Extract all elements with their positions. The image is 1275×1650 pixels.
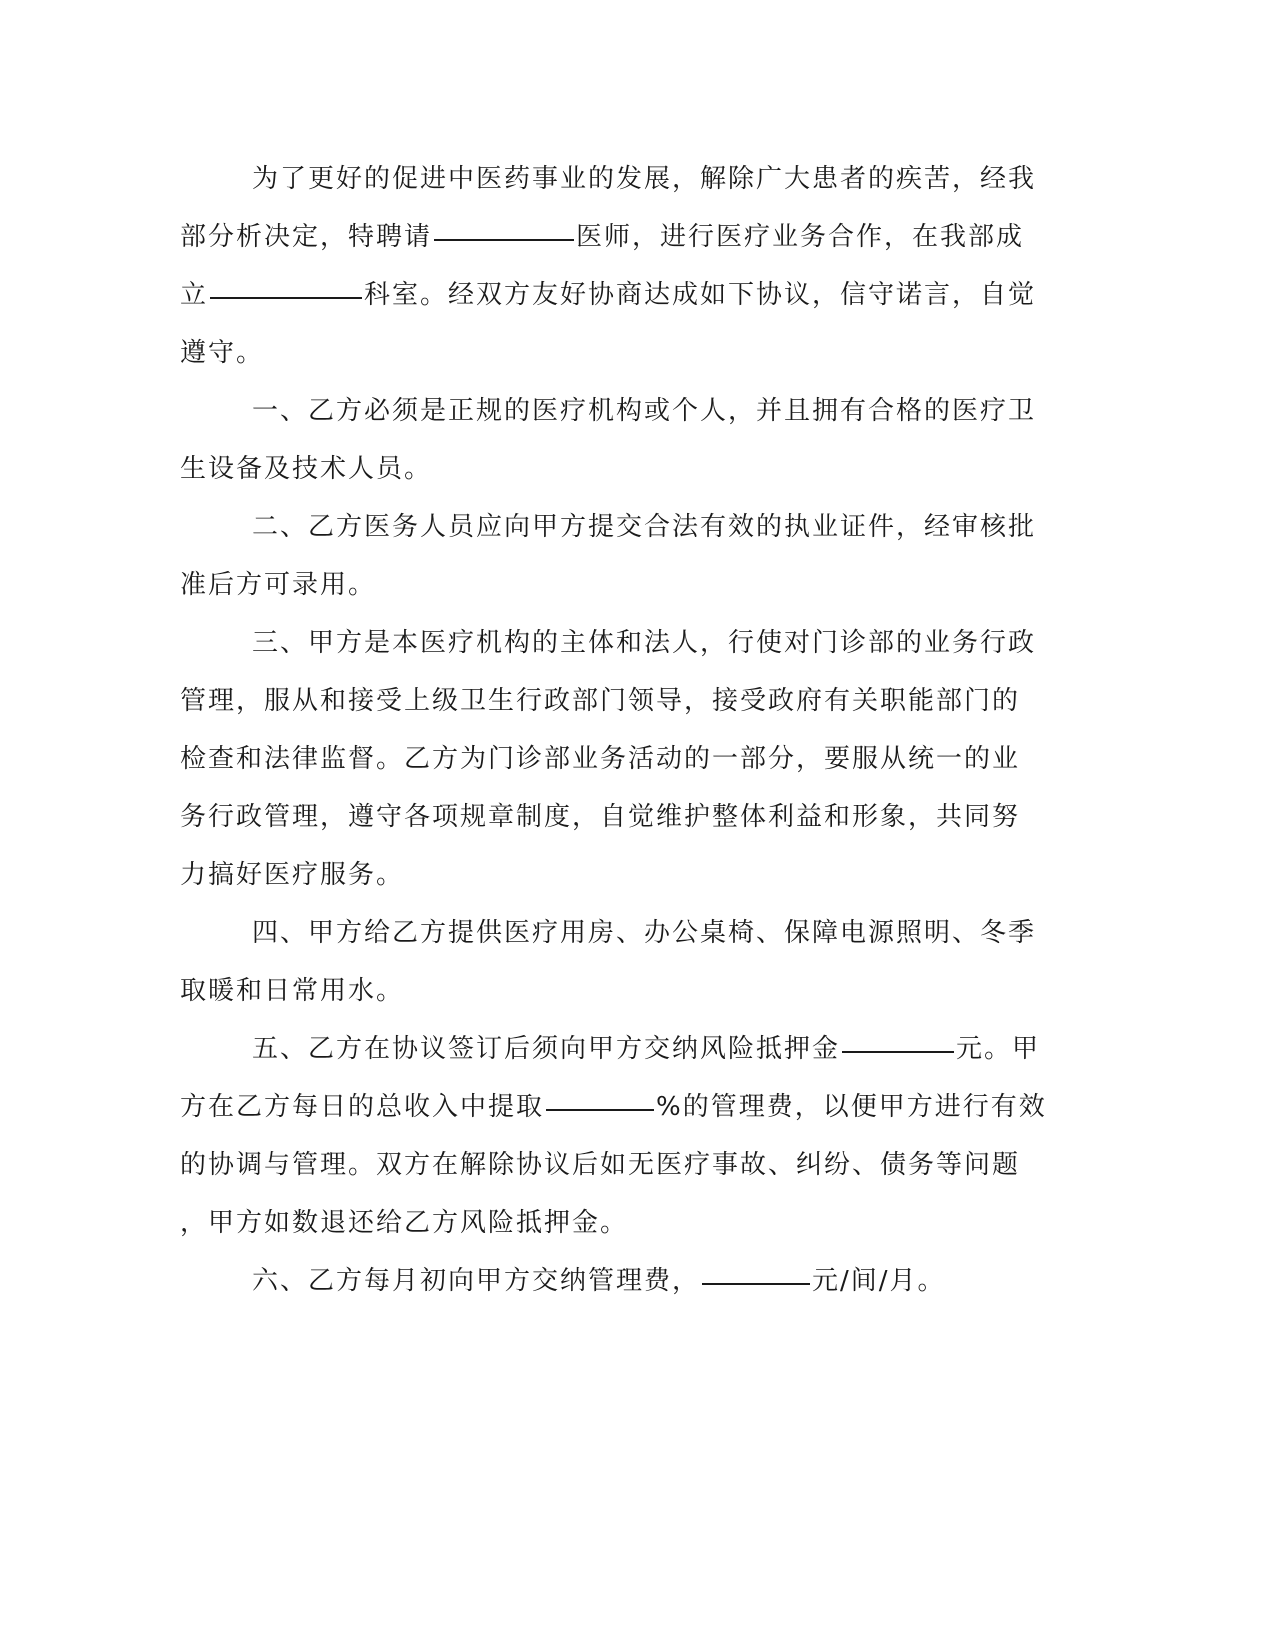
clause-1-text-2: 生设备及技术人员。 [180, 454, 433, 484]
intro-text-1: 为了更好的促进中医药事业的发展，解除广大患者的疾苦，经我 [252, 164, 1037, 194]
intro-text-4: 遵守。 [180, 338, 265, 368]
clause-4-text-2: 取暖和日常用水。 [180, 976, 405, 1006]
clause-5-line-4 [180, 1194, 1040, 1252]
clause-5-line-3 [180, 1136, 1040, 1194]
clause-2-text-2: 准后方可录用。 [180, 570, 377, 600]
clause-3-text-4: 务行政管理，遵守各项规章制度，自觉维护整体利益和形象，共同努 [180, 802, 1021, 832]
intro-text-2a: 部分析决定，特聘请 [180, 222, 433, 252]
clause-5-text-2b: %的管理费，以便甲方进行有效 [656, 1092, 1047, 1122]
clause-3-text-1: 三、甲方是本医疗机构的主体和法人，行使对门诊部的业务行政 [252, 628, 1037, 658]
intro-line-2 [180, 208, 1040, 266]
clause-6-text-1b: 元/间/月。 [812, 1266, 946, 1296]
clause-3-line-3 [180, 730, 1040, 788]
intro-line-1 [180, 150, 1040, 208]
intro-text-3b: 科室。经双方友好协商达成如下协议，信守诺言，自觉 [364, 280, 1037, 310]
clause-3-text-5: 力搞好医疗服务。 [180, 860, 405, 890]
clause-6-line-1 [180, 1252, 1040, 1310]
intro-text-3a: 立 [180, 280, 209, 310]
clause-5-text-4: ，甲方如数退还给乙方风险抵押金。 [180, 1208, 629, 1238]
clause-3-line-2 [180, 672, 1040, 730]
fee-percent-blank[interactable] [546, 1079, 654, 1111]
department-name-blank[interactable] [210, 267, 362, 299]
clause-1-line-2 [180, 440, 1040, 498]
clause-5-line-2 [180, 1078, 1047, 1136]
monthly-fee-blank[interactable] [702, 1253, 810, 1285]
clause-1-line-1 [180, 382, 1040, 440]
clause-3-line-1 [180, 614, 1040, 672]
clause-4-text-1: 四、甲方给乙方提供医疗用房、办公桌椅、保障电源照明、冬季 [252, 918, 1037, 948]
clause-3-text-2: 管理，服从和接受上级卫生行政部门领导，接受政府有关职能部门的 [180, 686, 1021, 716]
clause-3-text-3: 检查和法律监督。乙方为门诊部业务活动的一部分，要服从统一的业 [180, 744, 1021, 774]
clause-4-line-2 [180, 962, 1040, 1020]
clause-2-text-1: 二、乙方医务人员应向甲方提交合法有效的执业证件，经审核批 [252, 512, 1037, 542]
clause-6-text-1a: 六、乙方每月初向甲方交纳管理费， [252, 1266, 701, 1296]
agreement-body [180, 150, 1047, 1310]
clause-2-line-1 [180, 498, 1040, 556]
intro-line-3 [180, 266, 1040, 324]
clause-5-line-1 [180, 1020, 1040, 1078]
clause-3-line-4 [180, 788, 1040, 846]
intro-text-2b: 医师，进行医疗业务合作，在我部成 [576, 222, 1025, 252]
clause-1-text-1: 一、乙方必须是正规的医疗机构或个人，并且拥有合格的医疗卫 [252, 396, 1037, 426]
doctor-name-blank[interactable] [434, 209, 574, 241]
clause-4-line-1 [180, 904, 1040, 962]
clause-5-text-1b: 元。甲 [956, 1034, 1041, 1064]
clause-2-line-2 [180, 556, 1040, 614]
deposit-amount-blank[interactable] [842, 1021, 954, 1053]
clause-3-line-5 [180, 846, 1040, 904]
clause-5-text-3: 的协调与管理。双方在解除协议后如无医疗事故、纠纷、债务等问题 [180, 1150, 1021, 1180]
clause-5-text-1a: 五、乙方在协议签订后须向甲方交纳风险抵押金 [252, 1034, 841, 1064]
clause-5-text-2a: 方在乙方每日的总收入中提取 [180, 1092, 545, 1122]
intro-line-4 [180, 324, 1040, 382]
